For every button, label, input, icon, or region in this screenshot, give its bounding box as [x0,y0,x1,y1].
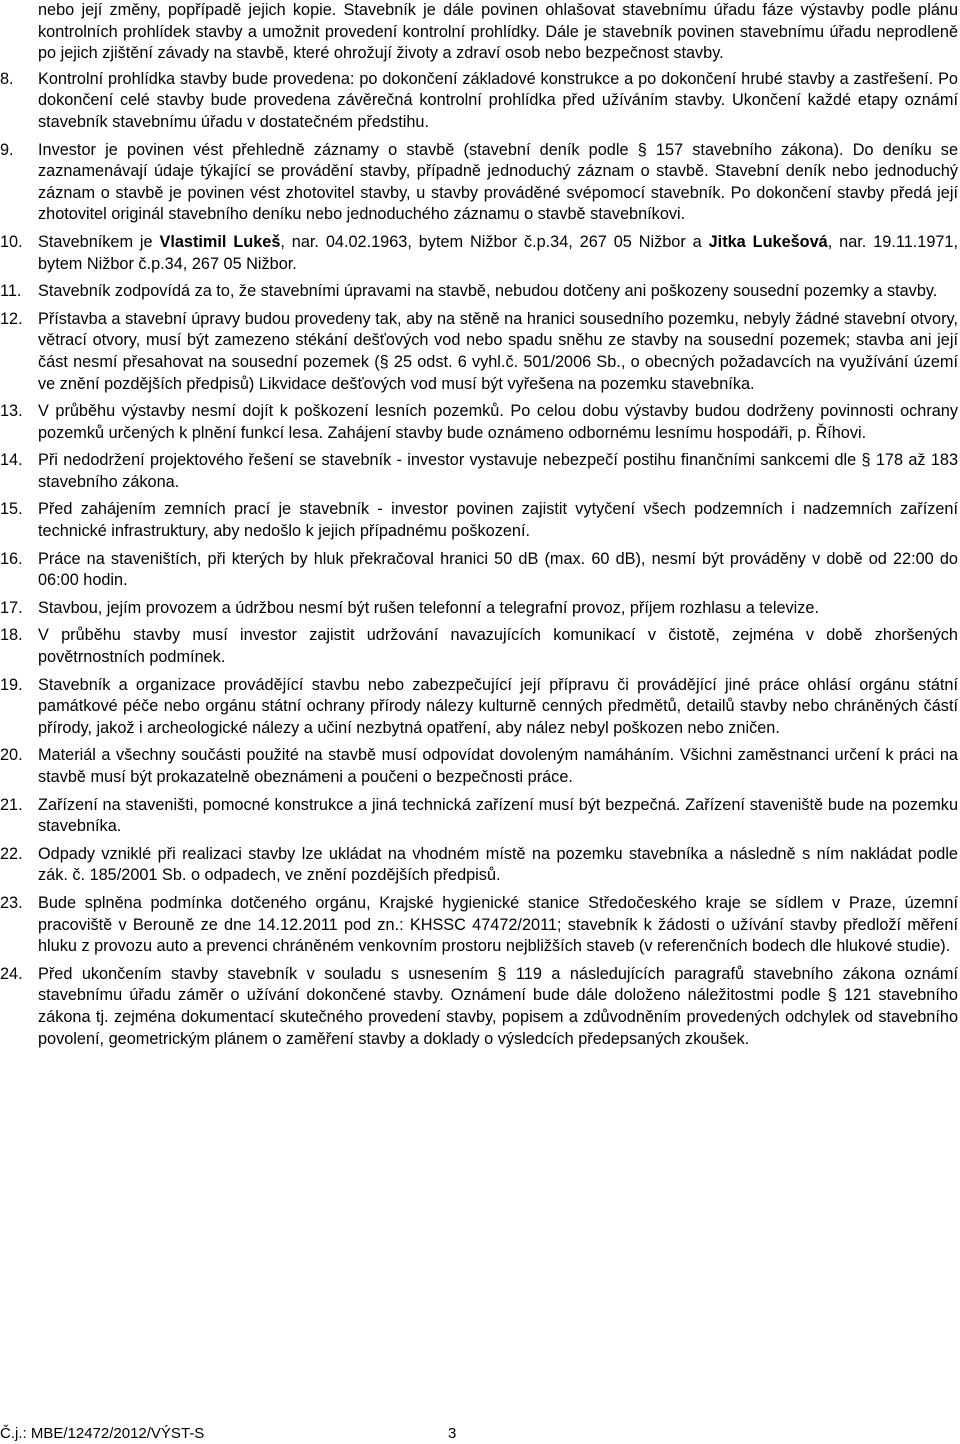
builder-name: Vlastimil Lukeš [159,232,281,251]
conditions-list [0,69,959,1050]
item-text: Kontrolní prohlídka stavby bude provedena: po dokončení základové konstrukce a po dokončení hrubé stavby a zastřešení. Po dokončení celé stavby bude provedena závěrečná kontrolní prohlídka před užíváním stavby. Ukončení každé etapy oznámí stavebník stavebnímu úřadu v dostatečném předstihu. [38,69,958,131]
page-number: 3 [448,1425,457,1442]
item-number: 17. [0,598,23,617]
list-item [0,893,958,958]
item-text: Stavebník a organizace provádějící stavbu nebo zabezpečující její přípravu či provádějící jiné práce ohlásí orgánu státní památkové péče nebo orgánu státní ochrany přírody nálezy kulturně cenných předmětů, detailů stavby nebo chráněných částí přírody, jakož i archeologické nálezy a učiní nezbytná opatření, aby nález nebyl poškozen nebo zničen. [38,675,958,737]
reference-number: Č.j.: MBE/12472/2012/VÝST-S [0,1425,205,1442]
list-item [0,795,958,838]
item-text: Stavbou, jejím provozem a údržbou nesmí být rušen telefonní a telegrafní provoz, příjem rozhlasu a televize. [38,598,819,617]
item-number: 10. [0,232,23,251]
list-item [0,232,959,275]
item-number: 23. [0,893,23,912]
item-number: 11. [0,282,22,301]
item-text: Bude splněna podmínka dotčeného orgánu, Krajské hygienické stanice Středočeského kraje se sídlem v Praze, územní pracoviště v Berouně ze dne 14.12.2011 pod zn.: KHSSC 47472/2011; stavebník k žádosti o užívání stavby předloží měření hluku z provozu auto a prevenci chráněném venkovním prostoru nejbližších staveb (v referenčních bodech dle hlukové studie). [38,893,958,956]
item-number: 18. [0,626,23,645]
item-number: 9. [0,140,14,159]
item-number: 14. [0,451,23,470]
item-number: 16. [0,549,23,568]
list-item [0,499,958,542]
item-text: V průběhu stavby musí investor zajistit udržování navazujících komunikací v čistotě, zejména v době zhoršených povětrnostních podmínek. [38,626,958,667]
list-item [0,745,958,788]
list-item [0,140,958,226]
list-item [0,844,958,887]
item-number: 24. [0,964,23,983]
item-number: 15. [0,500,23,519]
item-number: 8. [0,69,14,88]
list-item [0,450,958,493]
list-item [0,675,958,740]
list-item [0,401,958,444]
item-number: 22. [0,844,23,863]
item-text: Před ukončením stavby stavebník v souladu s usnesením § 119 a následujících paragrafů stavebního zákona oznámí stavebnímu úřadu záměr o užívání dokončené stavby. Oznámení bude dále doloženo náležitostmi podle § 121 stavebního zákona tj. zejména dokumentací skutečného provedení stavby, popisem a zdůvodněním provedených odchylek od stavebního povolení, geometrickým plánem o zaměření stavby a doklady o výsledcích předepsaných zkoušek. [38,964,958,1048]
list-item [0,69,958,134]
intro-paragraph: nebo její změny, popřípadě jejich kopie. Stavebník je dále povinen ohlašovat stavebnímu úřadu fáze výstavby podle plánu kontrolních prohlídek stavby a umožnit provedení kontrolní prohlídky. Dále je stavebník povinen stavebnímu úřadu neprodleně po jejich zjištění závady na stavbě, které ohrožují životy a zdraví osob nebo bezpečnost stavby. [38,1,958,63]
item-number: 13. [0,402,23,421]
item-text: Materiál a všechny součásti použité na stavbě musí odpovídat dovoleným namáháním. Všichni zaměstnanci určení k práci na stavbě musí být prokazatelně obeznámeni a poučeni o bezpečnosti práce. [38,746,958,786]
item-number: 20. [0,746,23,765]
item-text: , nar. 04.02.1963, bytem Nižbor č.p.34, 267 05 Nižbor a [280,232,709,251]
item-text: Zařízení na staveništi, pomocné konstrukce a jiná technická zařízení musí být bezpečná. Zařízení staveniště bude na pozemku stavebníka. [38,795,958,836]
item-text: Před zahájením zemních prací je stavebník - investor povinen zajistit vytyčení všech podzemních i nadzemních zařízení technické infrastruktury, aby nedošlo k jejich případnému poškození. [38,500,958,541]
item-text: Stavebníkem je [38,232,160,251]
list-item [0,309,958,395]
list-item [0,598,958,620]
list-item [0,281,958,303]
item-number: 21. [0,795,23,814]
list-item [0,964,958,1050]
item-number: 12. [0,309,23,328]
item-text: V průběhu výstavby nesmí dojít k poškození lesních pozemků. Po celou dobu výstavby budou dodrženy povinnosti ochrany pozemků určených k plnění funkcí lesa. Zahájení stavby bude oznámeno odbornému lesnímu hospodáři, p. Říhovi. [38,402,958,442]
item-text: , nar. 19.11.1971, bytem Nižbor č.p.34, 267 05 Nižbor. [38,232,959,273]
list-item [0,549,958,592]
builder-name: Jitka Lukešová [708,232,828,251]
item-text: Odpady vzniklé při realizaci stavby lze ukládat na vhodném místě na pozemku stavebníka a následně s ním nakládat podle zák. č. 185/2001 Sb. o odpadech, ve znění pozdějších předpisů. [38,844,958,885]
item-number: 19. [0,675,23,694]
item-text: Přístavba a stavební úpravy budou provedeny tak, aby na stěně na hranici sousedního pozemku, nebyly žádné stavební otvory, větrací otvory, musí být zamezeno stékání dešťových vod nebo spadu sněhu ze stavby na sousední pozemek; stavba ani její část nesmí přesahovat na sousední pozemek (§ 25 odst. 6 vyhl.č. 501/2006 Sb., o obecných požadavcích na využívání území ve znění pozdějších předpisů) Likvidace dešťových vod musí být vyřešena na pozemku stavebníka. [38,309,958,393]
item-text: Práce na staveništích, při kterých by hluk překračoval hranici 50 dB (max. 60 dB), nesmí být prováděny v době od 22:00 do 06:00 hodin. [38,549,958,590]
item-text: Stavebník zodpovídá za to, že stavebními úpravami na stavbě, nebudou dotčeny ani poškozeny sousední pozemky a stavby. [38,282,938,301]
item-text: Při nedodržení projektového řešení se stavebník - investor vystavuje nebezpečí postihu finančními sankcemi dle § 178 až 183 stavebního zákona. [38,451,958,491]
item-text: Investor je povinen vést přehledně záznamy o stavbě (stavební deník podle § 157 stavebního zákona). Do deníku se zaznamenávají údaje týkající se provádění stavby, případně jednoduchý záznam o stavbě. Stavební deník nebo jednoduchý záznam o stavbě je povinen vést zhotovitel stavby, u stavby prováděné svépomocí stavebník. Po dokončení stavby předá její zhotovitel originál stavebního deníku nebo jednoduchého záznamu o stavbě stavebníkovi. [38,140,958,224]
list-item [0,625,958,668]
